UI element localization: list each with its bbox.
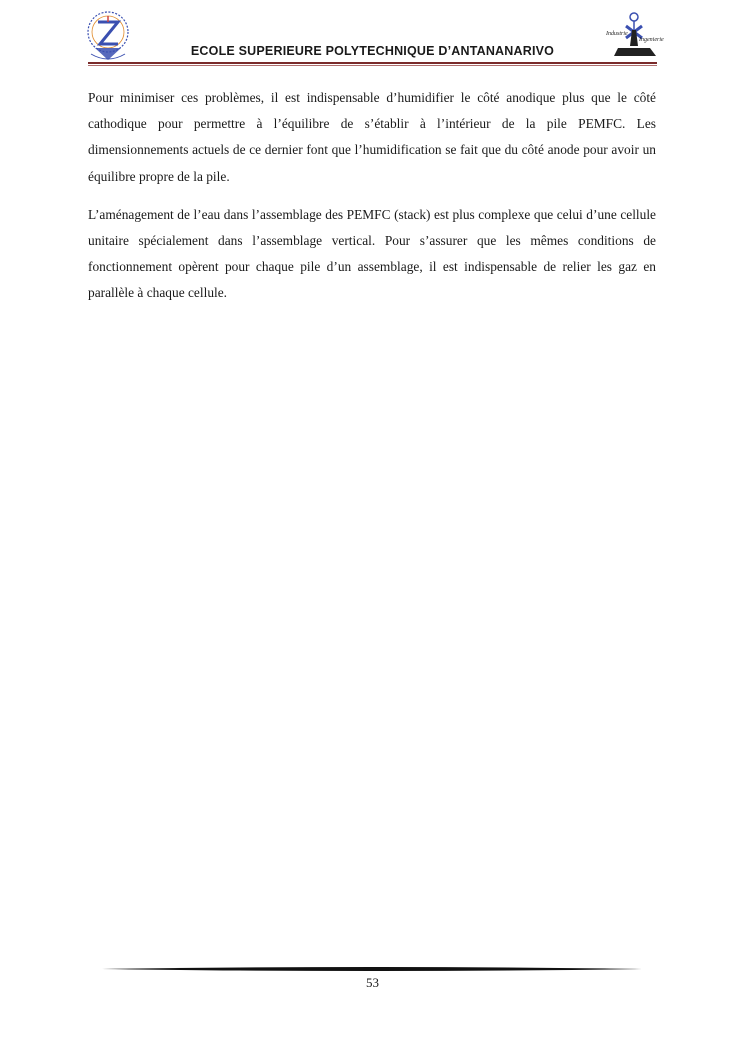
header-divider-thin xyxy=(88,65,657,66)
paragraph: Pour minimiser ces problèmes, il est indispensable d’humidifier le côté anodique plus que le côté cathodique pour permettre à l’équilibre de s’établir à l’intérieur de la pile PEMFC. Les dimensionnements actuels de ce dernier font que l’humidification se fait que du côté anode pour avoir un équilibre propre de la pile. xyxy=(88,90,656,184)
body-text xyxy=(88,85,656,319)
svg-text:Industrie: Industrie xyxy=(606,31,628,37)
header-divider xyxy=(88,62,657,64)
svg-text:Ingenierie: Ingenierie xyxy=(639,37,664,43)
paragraph: L’aménagement de l’eau dans l’assemblage des PEMFC (stack) est plus complexe que celui d’une cellule unitaire spécialement dans l’assemblage vertical. Pour s’assurer que les mêmes conditions de fonctionnement opèrent pour chaque pile d’un assemblage, il est indispensable de relier les gaz en parallèle à chaque cellule. xyxy=(88,206,656,301)
footer-divider xyxy=(102,965,642,973)
page-header-title: ECOLE SUPERIEURE POLYTECHNIQUE D’ANTANANARIVO xyxy=(190,44,555,58)
page-number: 53 xyxy=(366,975,379,990)
